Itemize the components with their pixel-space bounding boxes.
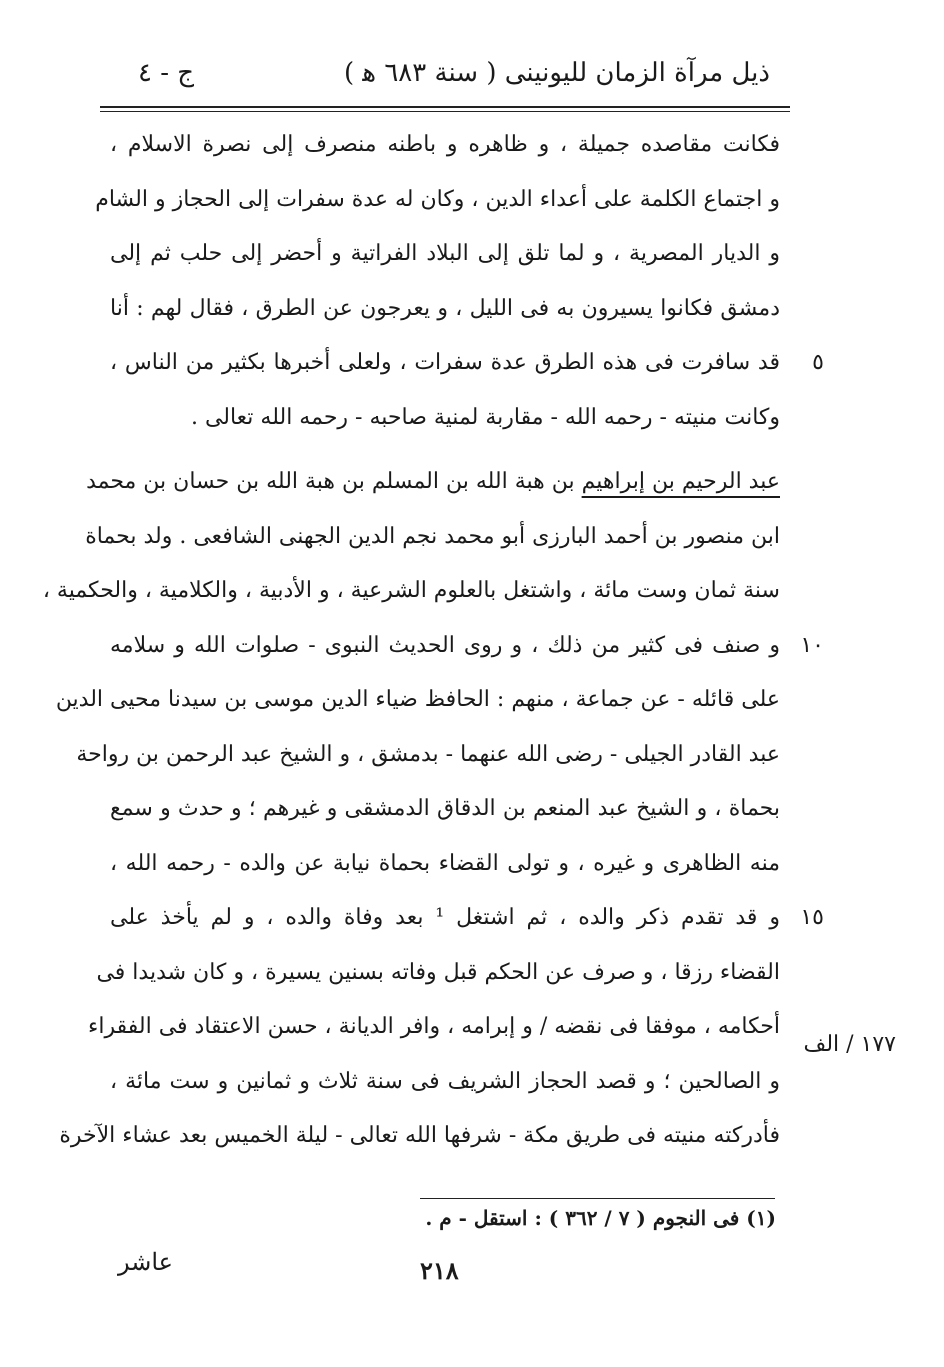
entry-name-underlined: عبد الرحيم بن إبراهيم [581, 469, 780, 494]
line-text: ابن منصور بن أحمد البارزى أبو محمد نجم الدين الجهنى الشافعى . ولد بحماة [85, 523, 780, 549]
line-text: القضاء رزقا ، و صرف عن الحكم قبل وفاته بسنين يسيرة ، و كان شديدا فى [96, 959, 780, 985]
text-line [110, 118, 780, 173]
text-line [110, 891, 824, 946]
running-header [100, 52, 790, 102]
line-text: فأدركته منيته فى طريق مكة - شرفها الله تعالى - ليلة الخميس بعد عشاء الآخرة [59, 1123, 780, 1148]
line-text: أحكامه ، موفقا فى نقضه / و إبرامه ، وافر الديانة ، حسن الاعتقاد فى الفقراء [88, 1014, 780, 1039]
line-text: قد سافرت فى هذه الطرق عدة سفرات ، ولعلى أخبرها بكثير من الناس ، [110, 350, 780, 375]
text-line [55, 673, 780, 728]
text-line [110, 227, 780, 282]
line-text: و الصالحين ؛ و قصد الحجاز الشريف فى سنة ثلاث و ثمانين و ست مائة ، [110, 1068, 780, 1094]
footnote: (١) فى النجوم ( ٧ / ٣٦٢ ) : استقل - م . [425, 1206, 776, 1230]
text-line [85, 510, 780, 565]
line-text: عبد القادر الجيلى - رضى الله عنهما - بدمشق ، و الشيخ عبد الرحمن بن رواحة [76, 741, 780, 767]
line-text: وكانت منيته - رحمه الله - مقاربة لمنية صاحبه - رحمه الله تعالى . [190, 404, 780, 430]
volume-label: ج - ٤ [138, 58, 195, 88]
header-rule [100, 106, 790, 112]
text-line [110, 336, 824, 391]
footnote-rule [420, 1198, 775, 1199]
text-line [95, 173, 780, 228]
line-text: و الديار المصرية ، و لما تلق إلى البلاد الفراتية و أحضر إلى حلب ثم إلى [110, 241, 780, 266]
line-text: على قائله - عن جماعة ، منهم : الحافظ ضياء الدين موسى بن سيدنا محيى الدين [55, 687, 780, 712]
line-number: ١٥ [800, 905, 824, 930]
text-line [110, 619, 824, 674]
text-line [110, 1055, 780, 1110]
text-line [59, 1109, 780, 1164]
body-text [42, 118, 824, 1164]
page-number: ٢١٨ [420, 1256, 459, 1285]
line-text-rest: بن هبة الله بن المسلم بن هبة الله بن حسان بن محمد [86, 469, 582, 494]
text-line [76, 728, 780, 783]
line-text: و صنف فى كثير من ذلك ، و روى الحديث النبوى - صلوات الله و سلامه [110, 632, 780, 658]
text-line [42, 564, 780, 619]
signature-mark: عاشر [118, 1248, 173, 1276]
line-text: و اجتماع الكلمة على أعداء الدين ، وكان له عدة سفرات إلى الحجاز و الشام [95, 186, 780, 212]
text-line [86, 455, 780, 510]
line-text: و قد تقدم ذكر والده ، ثم اشتغل ¹ بعد وفاة والده ، و لم يأخذ على [110, 905, 780, 930]
line-text: بحماة ، و الشيخ عبد المنعم بن الدقاق الدمشقى و غيرهم ؛ و حدث و سمع [110, 796, 780, 821]
margin-folio-marker: ١٧٧ / الف [803, 1032, 896, 1057]
line-text: سنة ثمان وست مائة ، واشتغل بالعلوم الشرعية ، و الأدبية ، والكلامية ، والحكمية ، [42, 578, 780, 603]
text-line [88, 1000, 780, 1055]
text-line [96, 946, 780, 1001]
text-line [110, 782, 780, 837]
paragraph-gap [110, 445, 780, 455]
running-title: ذيل مرآة الزمان لليونينى ( سنة ٦٨٣ ﻫ ) [343, 58, 770, 88]
line-text: دمشق فكانوا يسيرون به فى الليل ، و يعرجون عن الطرق ، فقال لهم : أنا [110, 295, 780, 321]
line-number: ٥ [812, 350, 824, 375]
text-line [110, 282, 780, 337]
text-line [110, 837, 780, 892]
line-text: فكانت مقاصده جميلة ، و ظاهره و باطنه منصرف إلى نصرة الاسلام ، [110, 132, 780, 157]
text-line [110, 391, 780, 446]
line-number: ١٠ [800, 632, 824, 658]
line-text: منه الظاهرى و غيره ، و تولى القضاء بحماة نيابة عن والده - رحمه الله ، [110, 850, 780, 876]
